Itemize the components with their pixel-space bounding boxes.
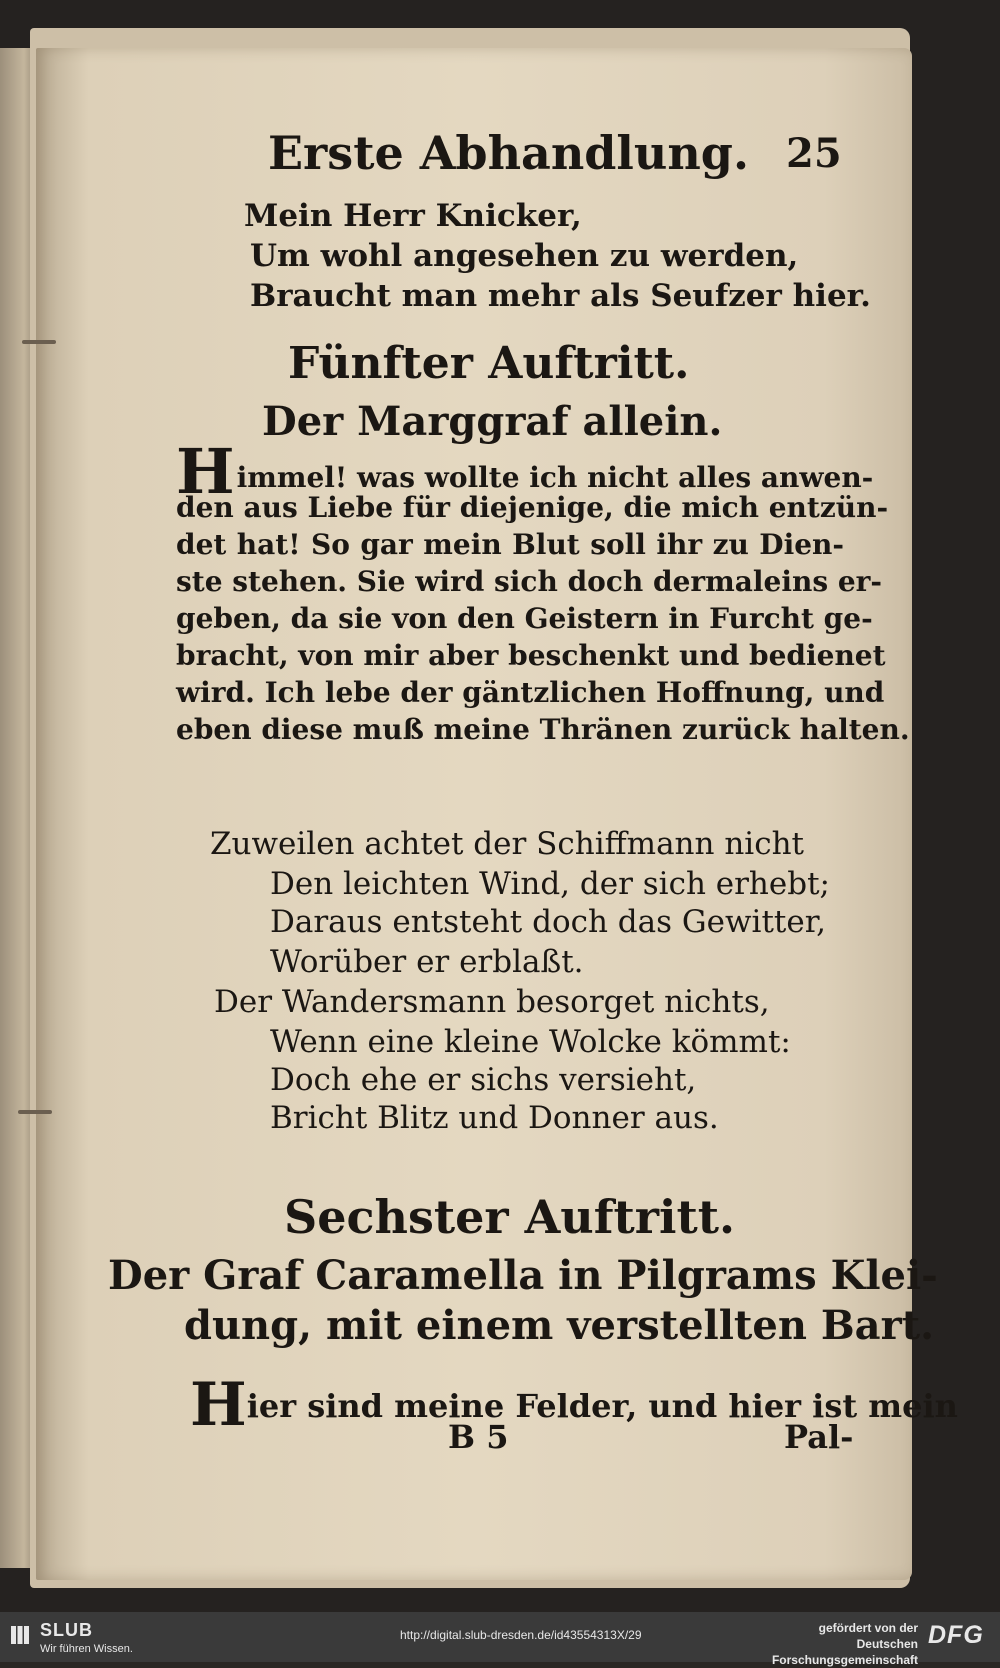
verse-line: Zuweilen achtet der Schiffmann nicht <box>210 826 804 862</box>
prose-line: det hat! So gar mein Blut soll ihr zu Dien- <box>176 528 844 561</box>
funding-note <box>708 1620 918 1668</box>
page-number: 25 <box>786 130 842 177</box>
drop-cap: H <box>190 1370 247 1440</box>
scene6-subtitle-line-2: dung, mit einem verstellten Bart. <box>184 1302 935 1349</box>
prose-line: ste stehen. Sie wird sich doch dermaleins er- <box>176 565 883 598</box>
funding-line-1: gefördert von der <box>818 1621 918 1635</box>
scene6-subtitle-line-1: Der Graf Caramella in Pilgrams Klei- <box>108 1252 938 1299</box>
funding-line-2: Deutschen Forschungsgemeinschaft <box>771 1637 918 1667</box>
opening-line-2: Um wohl angesehen zu werden, <box>250 238 799 274</box>
verse-line: Den leichten Wind, der sich erhebt; <box>270 866 830 902</box>
scene5-title: Fünfter Auftritt. <box>288 338 690 389</box>
verse-line: Daraus entsteht doch das Gewitter, <box>270 904 826 940</box>
opening-line-1: Mein Herr Knicker, <box>244 198 582 234</box>
verse-line: Worüber er erblaßt. <box>270 944 584 980</box>
viewer-footer <box>0 1612 1000 1667</box>
prose-line: den aus Liebe für diejenige, die mich entzün- <box>176 491 889 524</box>
prose-line: eben diese muß meine Thränen zurück halten. <box>176 713 910 746</box>
scene5-prose <box>176 435 910 748</box>
scene6-first-line: Hier sind meine Felder, und hier ist mein <box>190 1370 958 1440</box>
library-logo-text[interactable]: SLUB <box>40 1620 93 1640</box>
verse-line: Bricht Blitz und Donner aus. <box>270 1100 719 1136</box>
verse-line: Wenn eine kleine Wolcke kömmt: <box>270 1024 791 1060</box>
prose-line: wird. Ich lebe der gäntzlichen Hoffnung, und <box>176 676 885 709</box>
drop-cap: H <box>176 435 235 508</box>
signature-mark: B 5 <box>448 1418 509 1456</box>
binding-stitch <box>18 1110 52 1114</box>
slub-logo-icon <box>10 1624 30 1646</box>
permalink-url[interactable]: http://digital.slub-dresden.de/id43554313X/29 <box>400 1628 642 1642</box>
prose-line: Himmel! was wollte ich nicht alles anwen- <box>176 435 874 508</box>
opening-line-3: Braucht man mehr als Seufzer hier. <box>250 278 871 314</box>
scene5-subtitle: Der Marggraf allein. <box>262 398 723 445</box>
library-tagline: Wir führen Wissen. <box>40 1643 133 1655</box>
catchword: Pal- <box>784 1418 854 1456</box>
verse-line: Der Wandersmann besorget nichts, <box>214 984 770 1020</box>
dfg-logo[interactable]: DFG <box>928 1621 984 1649</box>
running-head: Erste Abhandlung. <box>268 126 749 180</box>
scene6-title: Sechster Auftritt. <box>284 1190 735 1244</box>
prose-line: bracht, von mir aber beschenkt und bedienet <box>176 639 886 672</box>
prose-line: geben, da sie von den Geistern in Furcht ge- <box>176 602 873 635</box>
binding-stitch <box>22 340 56 344</box>
verse-line: Doch ehe er sichs versieht, <box>270 1062 697 1098</box>
